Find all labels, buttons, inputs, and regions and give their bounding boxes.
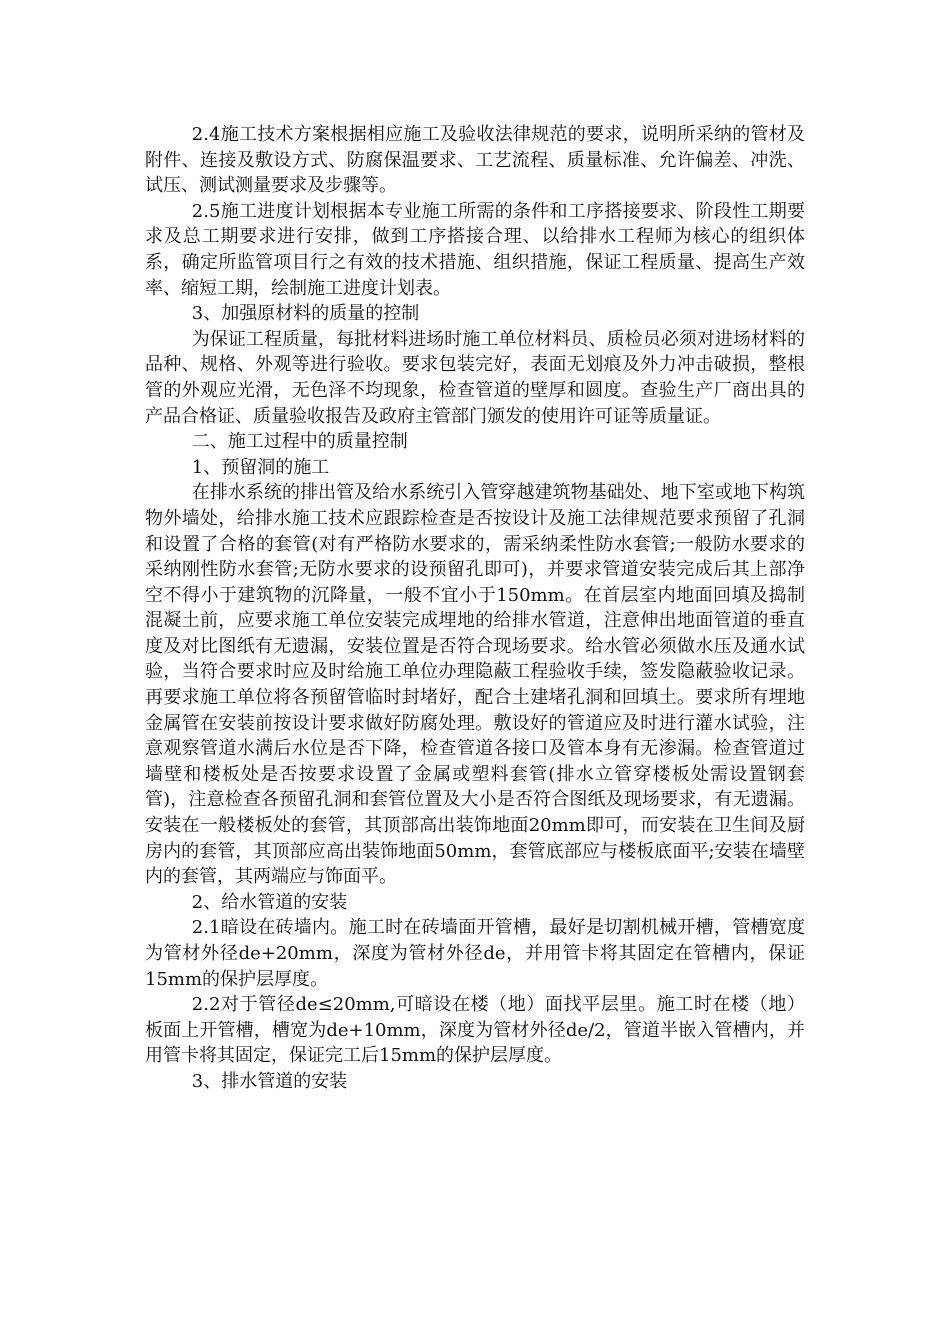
paragraph-2-4-technical-plan: 2.4施工技术方案根据相应施工及验收法律规范的要求，说明所采纳的管材及附件、连接及敷设方式、防腐保温要求、工艺流程、质量标准、允许偏差、冲洗、试压、测试测量要求及步骤等。 (145, 124, 805, 197)
document-body (145, 122, 805, 1095)
paragraph-2-5-schedule: 2.5施工进度计划根据本专业施工所需的条件和工序搭接要求、阶段性工期要求及总工期要求进行安排，做到工序搭接合理、以给排水工程师为核心的组织体系，确定所监管项目行之有效的技术措施、组织措施，保证工程质量、提高生产效率、缩短工期，绘制施工进度计划表。 (145, 200, 805, 299)
paragraph-material-inspection: 为保证工程质量，每批材料进场时施工单位材料员、质检员必须对进场材料的品种、规格、外观等进行验收。要求包装完好，表面无划痕及外力冲击破损，整根管的外观应光滑，无色泽不均现象，检查管道的壁厚和圆度。查验生产厂商出具的产品合格证、质量验收报告及政府主管部门颁发的使用许可证等质量证。 (145, 328, 805, 427)
heading-construction-quality-control: 二、施工过程中的质量控制 (191, 431, 408, 453)
heading-reserved-holes: 1、预留洞的施工 (191, 456, 330, 478)
paragraph-2-1-concealed-brick: 2.1暗设在砖墙内。施工时在砖墙面开管槽，最好是切割机械开槽，管槽宽度为管材外径de+20mm，深度为管材外径de，并用管卡将其固定在管槽内，保证15mm的保护层厚度。 (145, 917, 805, 990)
paragraph-reserved-holes: 在排水系统的排出管及给水系统引入管穿越建筑物基础处、地下室或地下构筑物外墙处，给排水施工技术应跟踪检查是否按设计及施工法律规范要求预留了孔洞和设置了合格的套管(对有严格防水要求的，需采纳柔性防水套管;一般防水要求的采纳刚性防水套管;无防水要求的设预留孔即可)，并要求管道安装完成后其上部净空不得小于建筑物的沉降量，一般不宜小于150mm。在首层室内地面回填及捣制混凝土前，应要求施工单位安装完成埋地的给排水管道，注意伸出地面管道的垂直度及对比图纸有无遗漏，安装位置是否符合现场要求。给水管必须做水压及通水试验，当符合要求时应及时给施工单位办理隐蔽工程验收手续，签发隐蔽验收记录。再要求施工单位将各预留管临时封堵好，配合土建堵孔洞和回填土。要求所有埋地金属管在安装前按设计要求做好防腐处理。敷设好的管道应及时进行灌水试验，注意观察管道水满后水位是否下降，检查管道各接口及管本身有无渗漏。检查管道过墙壁和楼板处是否按要求设置了金属或塑料套管(排水立管穿楼板处需设置钢套管)，注意检查各预留孔洞和套管位置及大小是否符合图纸及现场要求，有无遗漏。安装在一般楼板处的套管，其顶部高出装饰地面20mm即可，而安装在卫生间及厨房内的套管，其顶部应高出装饰地面50mm，套管底部应与楼板底面平;安装在墙壁内的套管，其两端应与饰面平。 (145, 482, 805, 888)
heading-water-supply-installation: 2、给水管道的安装 (191, 891, 348, 913)
heading-raw-material-control: 3、加强原材料的质量的控制 (191, 303, 420, 325)
paragraph-2-2-floor-leveling: 2.2对于管径de≤20mm,可暗设在楼（地）面找平层里。施工时在楼（地）板面上开管槽，槽宽为de+10mm，深度为管材外径de/2，管道半嵌入管槽内，并用管卡将其固定，保证完工后15mm的保护层厚度。 (145, 994, 805, 1067)
heading-drainage-installation: 3、排水管道的安装 (191, 1070, 348, 1092)
